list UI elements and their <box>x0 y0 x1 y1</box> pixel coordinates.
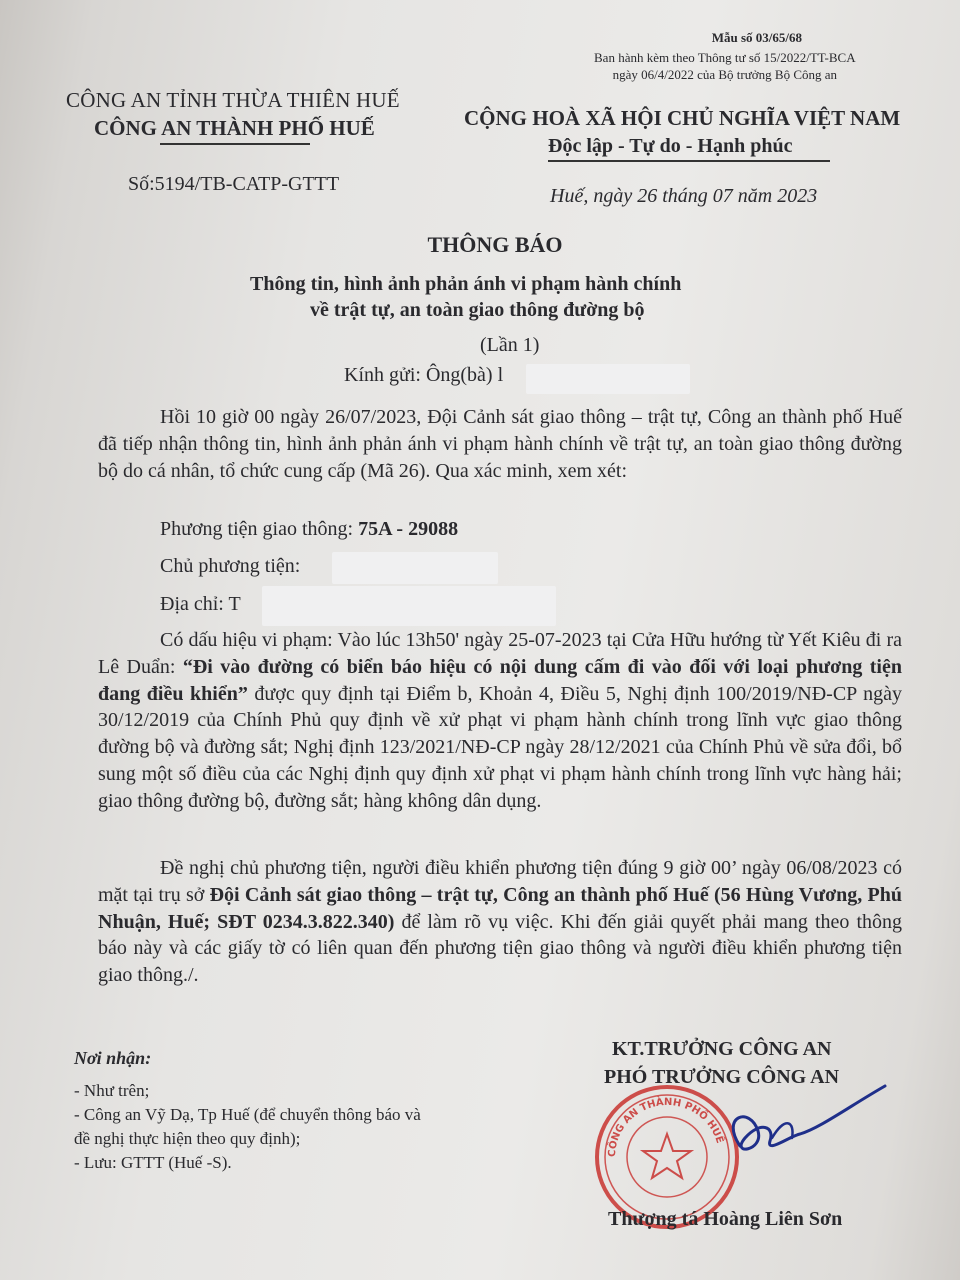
violation-lead: Có dấu hiệu vi phạm: Vào lúc 13h50' ngày 25-07-2023 tại Cửa Hữu hướng từ Yết Kiêu đi ra Lê Duẩn: <box>98 629 902 678</box>
violation-legal-basis: được quy định tại Điểm b, Khoản 4, Điều 5, Nghị định 100/2019/NĐ-CP ngày 30/12/2019 của Chính Phủ quy định về xử phạt vi phạm hành chính trong lĩnh vực giao thông đường bộ và đường sắt; Nghị định 123/2021/NĐ-CP ngày 28/12/2021 của Chính Phủ về sửa đổi, bổ sung một số điều của các Nghị định quy định xử phạt vi phạm hành chính trong lĩnh vực hàng hải; giao thông đường bộ, đường sắt; hàng không dân dụng. <box>98 682 902 812</box>
receiver-item: - Như trên; <box>74 1081 150 1100</box>
handwritten-signature-icon <box>700 1076 890 1176</box>
parent-agency: CÔNG AN TỈNH THỪA THIÊN HUẾ <box>66 88 400 112</box>
redacted-owner-name <box>332 552 498 584</box>
signer-name: Thượng tá Hoàng Liên Sơn <box>608 1208 843 1230</box>
receiver-item: đề nghị thực hiện theo quy định); <box>74 1129 301 1148</box>
stamp-text: CÔNG AN THÀNH PHỐ HUẾ <box>606 1096 726 1158</box>
agency-underline <box>160 143 310 145</box>
redacted-recipient-name <box>526 364 690 394</box>
receivers-title: Nơi nhận: <box>74 1048 152 1068</box>
receiver-item: - Công an Vỹ Dạ, Tp Huế (để chuyển thông báo và <box>74 1105 421 1124</box>
intro-paragraph: Hồi 10 giờ 00 ngày 26/07/2023, Đội Cảnh sát giao thông – trật tự, Công an thành phố Huế đã tiếp nhận thông tin, hình ảnh phản ánh vi phạm hành chính về trật tự, an toàn giao thông đường bộ do cá nhân, tổ chức cung cấp (Mã 26). Qua xác minh, xem xét: <box>98 406 902 482</box>
signing-title: PHÓ TRƯỞNG CÔNG AN <box>604 1066 840 1088</box>
request-office: Đội Cảnh sát giao thông – trật tự, Công an thành phố Huế (56 Hùng Vương, Phú Nhuận, Huế; SĐT 0234.3.822.340) <box>98 883 902 933</box>
request-lead: Đề nghị chủ phương tiện, người điều khiển phương tiện đúng 9 giờ 00’ ngày 06/08/2023 có mặt tại trụ sở <box>98 857 902 906</box>
form-note-line: ngày 06/4/2022 của Bộ trưởng Bộ Công an <box>612 67 838 82</box>
vehicle-plate: 75A - 29088 <box>358 518 459 540</box>
vehicle-label: Phương tiện giao thông: <box>160 518 359 540</box>
receiver-item: - Lưu: GTTT (Huế -S). <box>74 1153 232 1172</box>
redacted-address <box>262 586 556 626</box>
document-title: THÔNG BÁO <box>427 232 563 257</box>
notice-round: (Lần 1) <box>480 334 540 356</box>
violation-description: “Đi vào đường có biển báo hiệu có nội dung cấm đi vào đối với loại phương tiện đang điều khiển” <box>98 655 902 705</box>
motto-underline <box>548 160 830 162</box>
form-note-line: Ban hành kèm theo Thông tư số 15/2022/TT-BCA <box>594 50 856 65</box>
violation-paragraph <box>98 627 902 815</box>
owner-field <box>160 555 300 578</box>
address-field <box>160 593 241 616</box>
vehicle-field <box>160 518 458 541</box>
request-paragraph <box>98 855 902 989</box>
form-number: Mẫu số 03/65/68 <box>711 30 802 45</box>
issuing-agency: CÔNG AN THÀNH PHỐ HUẾ <box>94 116 375 140</box>
receivers-list <box>74 1079 421 1175</box>
reference-number: Số:5194/TB-CATP-GTTT <box>128 173 340 195</box>
address-label: Địa chỉ: T <box>160 593 241 615</box>
request-rest: để làm rõ vụ việc. Khi đến giải quyết phải mang theo thông báo này và các giấy tờ có liên quan đến phương tiện giao thông và người điều khiển phương tiện giao thông./. <box>98 910 903 987</box>
document-subtitle: về trật tự, an toàn giao thông đường bộ <box>310 299 645 321</box>
document-subtitle: Thông tin, hình ảnh phản ánh vi phạm hành chính <box>250 273 682 295</box>
signing-authority: KT.TRƯỞNG CÔNG AN <box>612 1038 832 1060</box>
owner-label: Chủ phương tiện: <box>160 555 301 577</box>
place-and-date: Huế, ngày 26 tháng 07 năm 2023 <box>550 185 818 207</box>
national-motto: Độc lập - Tự do - Hạnh phúc <box>548 135 793 157</box>
form-issuance-note <box>594 49 856 83</box>
recipient-label: Kính gửi: Ông(bà) l <box>344 364 504 386</box>
national-title: CỘNG HOÀ XÃ HỘI CHỦ NGHĨA VIỆT NAM <box>464 106 901 130</box>
